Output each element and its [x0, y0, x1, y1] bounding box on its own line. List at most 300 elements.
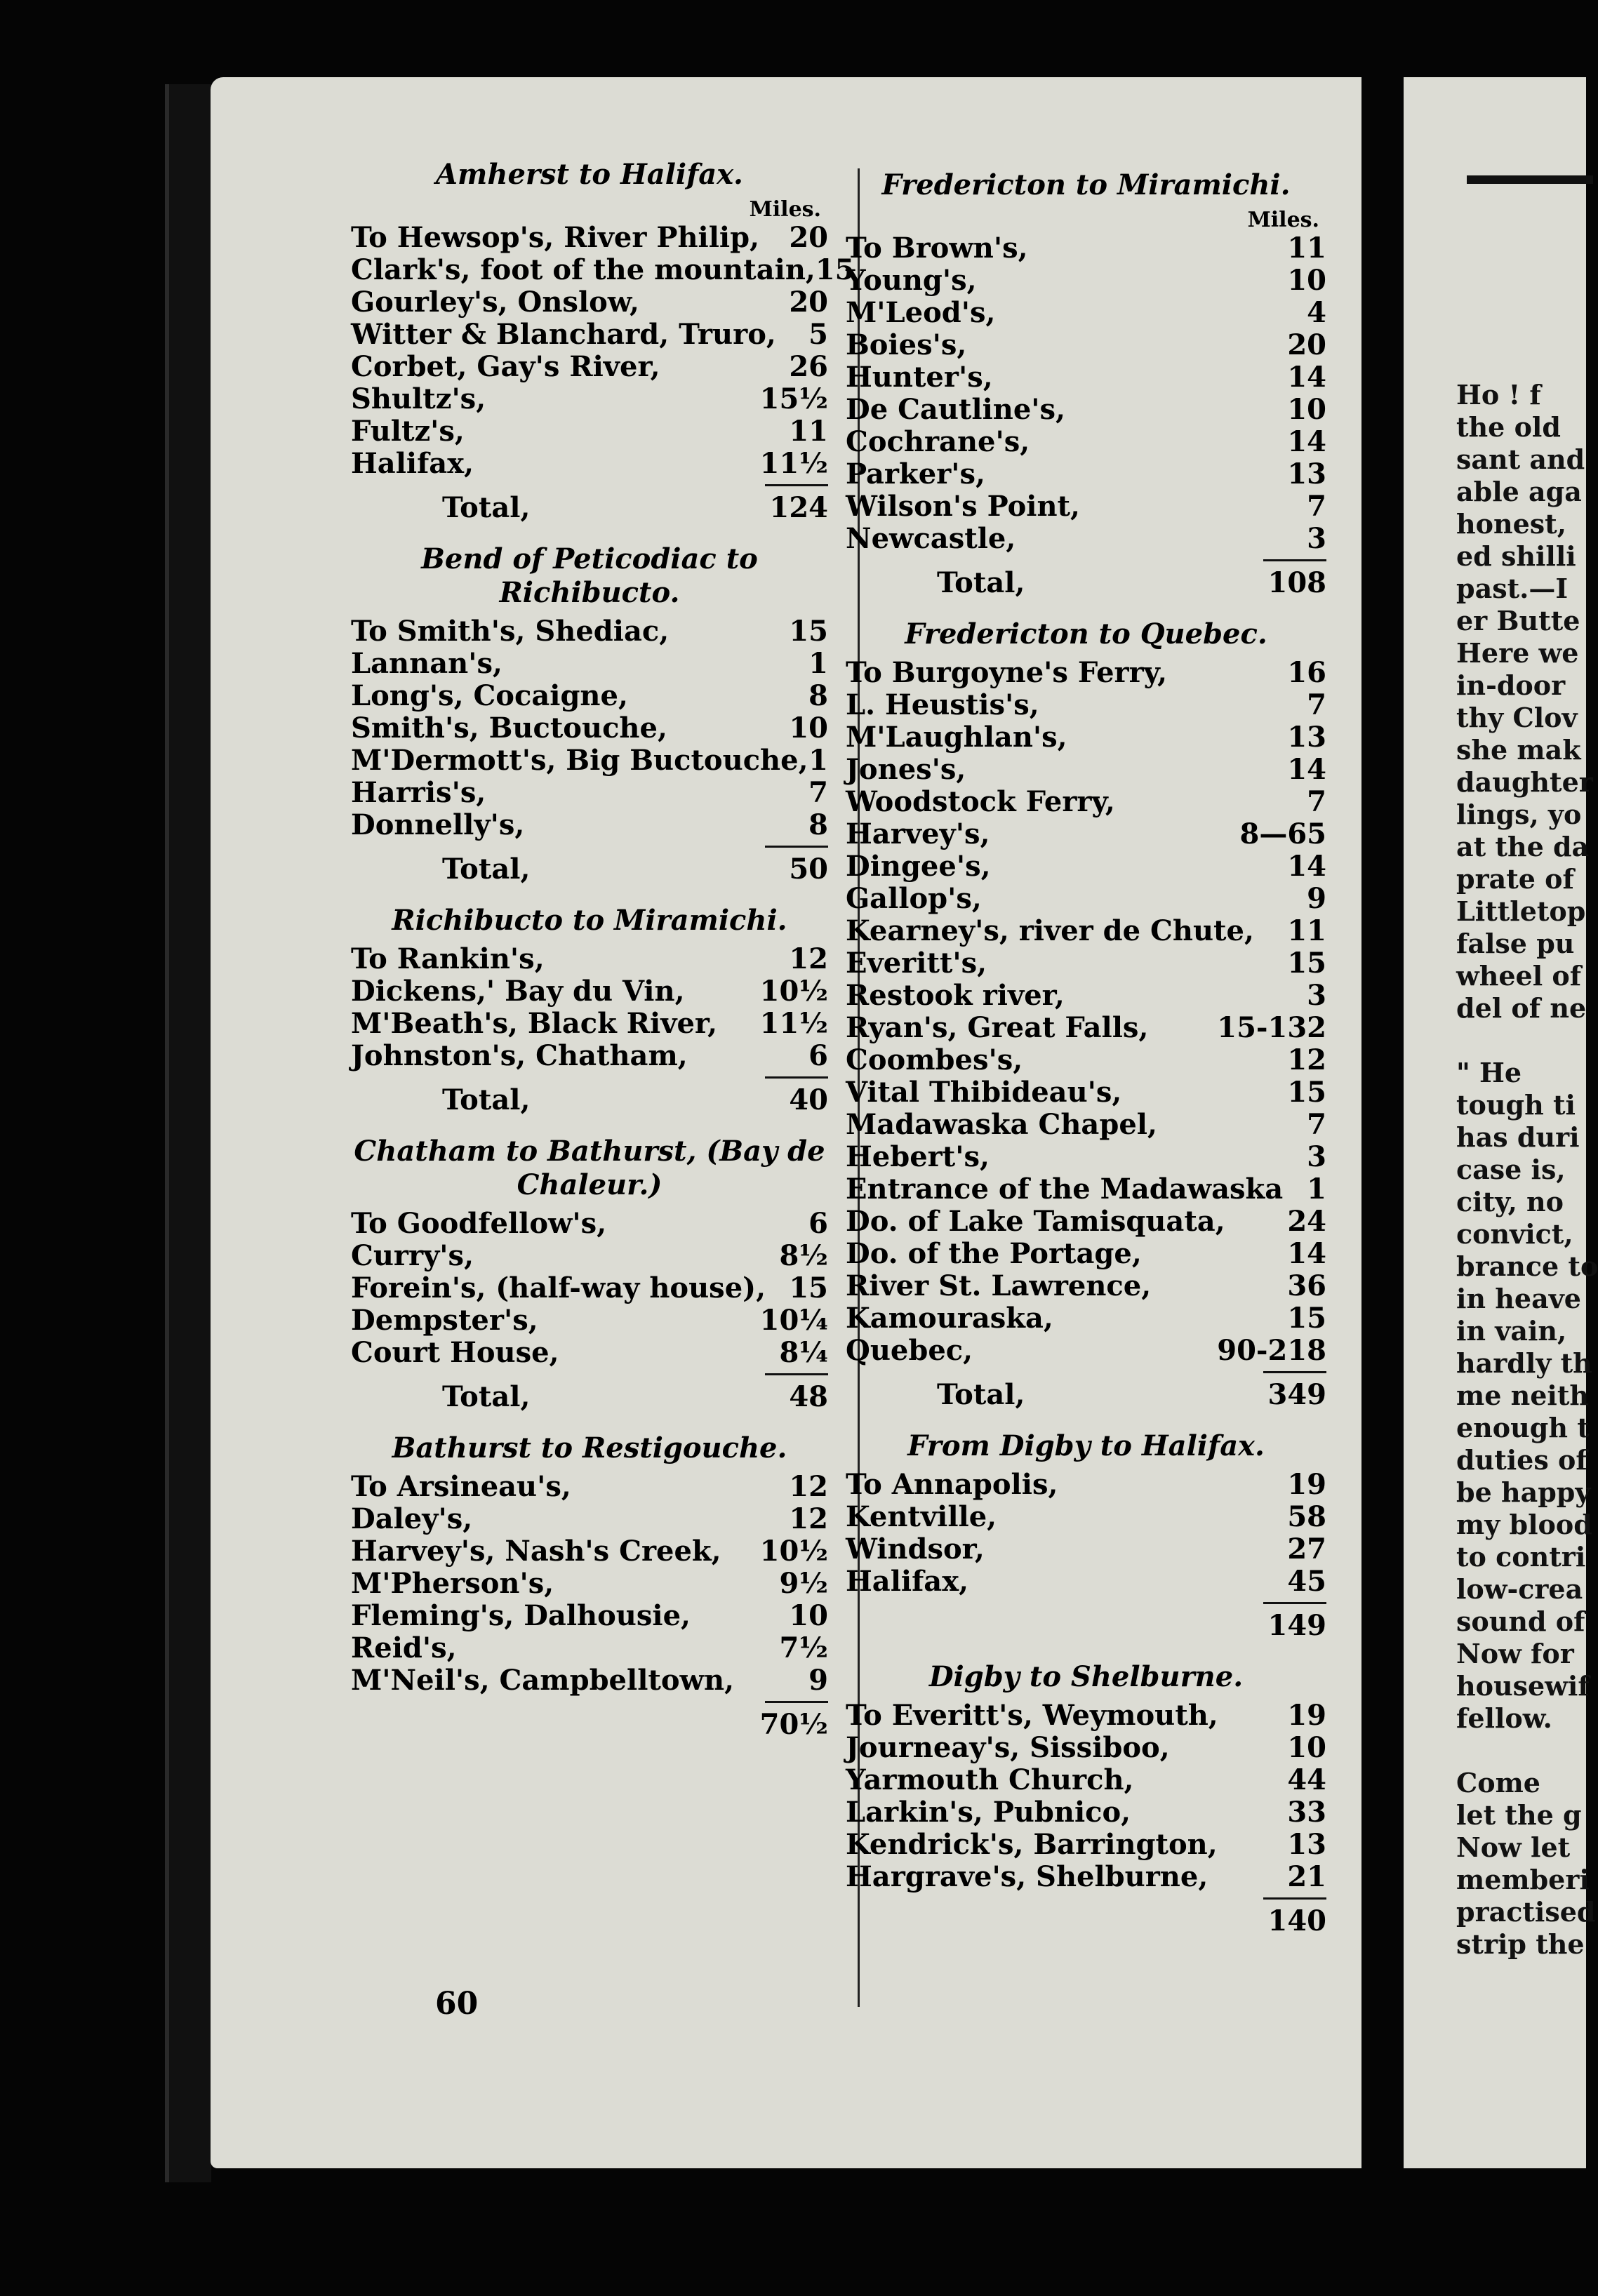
total-value: 50 — [789, 853, 828, 886]
miles-value: 14 — [1287, 425, 1326, 458]
facing-page-line: sant and — [1456, 443, 1585, 475]
route-row — [351, 648, 828, 680]
place-name: Long's, Cocaigne, — [351, 679, 628, 712]
facing-page-line: Now for — [1456, 1638, 1574, 1669]
place-name: Ryan's, Great Falls, — [846, 1011, 1149, 1044]
miles-value: 14 — [1287, 361, 1326, 394]
route-row — [846, 1238, 1326, 1270]
facing-page-line: practised — [1456, 1896, 1596, 1928]
miles-value: 21 — [1287, 1860, 1326, 1893]
miles-value: 10¼ — [759, 1304, 828, 1337]
facing-page-line: past.—I — [1456, 573, 1569, 604]
miles-value: 10 — [789, 712, 828, 745]
miles-value: 13 — [1287, 458, 1326, 490]
miles-value: 15 — [1287, 1302, 1326, 1335]
place-name: Johnston's, Chatham, — [351, 1039, 688, 1072]
total-rule — [765, 846, 828, 848]
place-name: Madawaska Chapel, — [846, 1108, 1157, 1141]
miles-value: 14 — [1287, 753, 1326, 786]
miles-header: Miles. — [749, 197, 821, 222]
miles-value: 10 — [1287, 1731, 1326, 1764]
route-row — [351, 448, 828, 480]
place-name: Clark's, foot of the mountain, — [351, 253, 815, 286]
place-name: Young's, — [846, 264, 977, 297]
route-row — [846, 458, 1326, 490]
facing-page-line: daughter — [1456, 766, 1593, 798]
route-row — [846, 850, 1326, 883]
miles-value: 5 — [808, 318, 828, 351]
place-name: De Cautline's, — [846, 393, 1065, 426]
place-name: Do. of the Portage, — [846, 1237, 1142, 1270]
total-row — [351, 1083, 828, 1118]
route-title: Digby to Shelburne. — [928, 1660, 1244, 1693]
miles-value: 44 — [1287, 1763, 1326, 1796]
facing-page-line: brance to — [1456, 1250, 1598, 1282]
route-row — [846, 657, 1326, 689]
facing-page-line: able aga — [1456, 476, 1582, 507]
place-name: Jones's, — [846, 753, 966, 786]
route-row — [846, 232, 1326, 265]
place-name: To Annapolis, — [846, 1468, 1058, 1501]
facing-page-line: Littletop — [1456, 895, 1586, 927]
facing-page-line: thy Clov — [1456, 702, 1578, 733]
total-value: 40 — [789, 1083, 828, 1116]
left-column — [351, 158, 855, 1742]
facing-page-line: has duri — [1456, 1121, 1580, 1153]
facing-page-line: in-door — [1456, 669, 1566, 701]
miles-value: 3 — [1307, 1140, 1326, 1173]
route-section — [351, 904, 828, 1118]
miles-value: 7 — [1307, 1108, 1326, 1141]
facing-page-line: tough ti — [1456, 1089, 1576, 1121]
miles-value: 13 — [1287, 1828, 1326, 1861]
place-name: Hargrave's, Shelburne, — [846, 1860, 1209, 1893]
miles-value: 15 — [815, 253, 855, 286]
miles-value: 11½ — [759, 447, 828, 480]
route-title: From Digby to Halifax. — [907, 1429, 1265, 1462]
route-row — [846, 361, 1326, 394]
miles-value: 16 — [1287, 656, 1326, 689]
place-name: Dickens,' Bay du Vin, — [351, 975, 685, 1008]
route-row — [351, 383, 828, 415]
miles-value: 15 — [789, 1272, 828, 1304]
route-row — [846, 426, 1326, 458]
miles-value: 7 — [1307, 490, 1326, 523]
place-name: Quebec, — [846, 1334, 973, 1367]
facing-page-line: enough t — [1456, 1412, 1590, 1443]
route-section — [846, 1429, 1326, 1643]
miles-value: 11 — [789, 415, 828, 448]
route-section — [846, 1660, 1326, 1939]
route-row — [846, 1829, 1326, 1861]
place-name: Boies's, — [846, 328, 967, 361]
route-row — [846, 1044, 1326, 1076]
section-gap — [351, 887, 828, 904]
total-row — [351, 852, 828, 887]
miles-value: 15 — [1287, 947, 1326, 980]
place-name: To Rankin's, — [351, 942, 545, 975]
miles-value: 6 — [808, 1207, 828, 1240]
facing-page-line: false pu — [1456, 928, 1575, 959]
facing-page-line: " He — [1456, 1057, 1522, 1088]
route-row — [846, 1012, 1326, 1044]
place-name: Woodstock Ferry, — [846, 785, 1115, 818]
facing-page-line: wheel of — [1456, 960, 1582, 992]
miles-value: 58 — [1287, 1500, 1326, 1533]
place-name: Entrance of the Madawaska — [846, 1173, 1284, 1206]
miles-value: 7½ — [779, 1631, 828, 1664]
section-gap — [351, 1118, 828, 1135]
facing-page-line: er Butte — [1456, 605, 1580, 636]
route-row — [351, 1503, 828, 1535]
facing-page-line: me neith — [1456, 1380, 1590, 1411]
miles-value: 9 — [808, 1664, 828, 1697]
route-row — [846, 1764, 1326, 1796]
route-section — [351, 1431, 828, 1742]
miles-value: 20 — [789, 221, 828, 254]
place-name: Wilson's Point, — [846, 490, 1080, 523]
place-name: M'Dermott's, Big Buctouche, — [351, 744, 808, 777]
facing-page-line: housewif — [1456, 1670, 1590, 1702]
route-row — [846, 265, 1326, 297]
miles-value: 90-218 — [1217, 1334, 1326, 1367]
facing-page-line: lings, yo — [1456, 799, 1582, 830]
route-row — [351, 1632, 828, 1664]
miles-value: 9½ — [779, 1567, 828, 1600]
total-rule — [765, 1076, 828, 1079]
facing-page-line: low-crea — [1456, 1573, 1583, 1605]
route-row — [351, 286, 828, 319]
place-name: Kamouraska, — [846, 1302, 1053, 1335]
facing-page-line — [1456, 1024, 1598, 1057]
miles-value: 1 — [1307, 1173, 1326, 1206]
total-value: 70½ — [759, 1708, 828, 1741]
miles-value: 14 — [1287, 850, 1326, 883]
route-row — [351, 680, 828, 712]
miles-header: Miles. — [1247, 208, 1319, 232]
facing-page-line: to contri — [1456, 1541, 1586, 1573]
miles-value: 12 — [789, 1470, 828, 1503]
route-row — [846, 1141, 1326, 1173]
total-value: 108 — [1267, 566, 1326, 599]
place-name: To Burgoyne's Ferry, — [846, 656, 1168, 689]
miles-value: 15½ — [759, 382, 828, 415]
route-row — [351, 615, 828, 648]
total-rule — [1263, 559, 1326, 561]
place-name: L. Heustis's, — [846, 688, 1039, 721]
route-row — [846, 1700, 1326, 1732]
total-rule — [1263, 1602, 1326, 1604]
place-name: Restook river, — [846, 979, 1065, 1012]
facing-page-line: let the g — [1456, 1799, 1582, 1831]
miles-value: 19 — [1287, 1468, 1326, 1501]
miles-value: 10 — [1287, 393, 1326, 426]
route-row — [351, 975, 828, 1008]
route-title: Amherst to Halifax. — [436, 158, 743, 191]
place-name: Shultz's, — [351, 382, 486, 415]
total-value: 349 — [1267, 1378, 1326, 1411]
facing-page-line: at the da — [1456, 831, 1590, 862]
total-label — [351, 1707, 442, 1742]
place-name: Harvey's, — [846, 817, 990, 850]
facing-page-line: Here we — [1456, 637, 1579, 669]
miles-value: 8½ — [779, 1239, 828, 1272]
place-name: Forein's, (half-way house), — [351, 1272, 766, 1304]
place-name: Lannan's, — [351, 647, 502, 680]
place-name: Reid's, — [351, 1631, 457, 1664]
route-row — [846, 394, 1326, 426]
route-title: Bathurst to Restigouche. — [392, 1431, 787, 1464]
place-name: Fleming's, Dalhousie, — [351, 1599, 691, 1632]
miles-value: 12 — [789, 1502, 828, 1535]
route-row — [351, 1337, 828, 1369]
place-name: Donnelly's, — [351, 808, 525, 841]
total-label: Total, — [442, 1083, 531, 1116]
facing-page-line: my blood — [1456, 1509, 1592, 1540]
route-row — [351, 1040, 828, 1072]
route-section — [846, 618, 1326, 1413]
miles-value: 12 — [789, 942, 828, 975]
place-name: Halifax, — [846, 1565, 968, 1598]
total-rule — [765, 1373, 828, 1375]
total-label — [846, 1608, 937, 1643]
miles-value: 7 — [1307, 688, 1326, 721]
place-name: Yarmouth Church, — [846, 1763, 1134, 1796]
miles-value: 11½ — [759, 1007, 828, 1040]
route-row — [846, 490, 1326, 523]
section-gap — [351, 1415, 828, 1431]
route-row — [846, 689, 1326, 721]
facing-page-line: Come — [1456, 1767, 1540, 1798]
route-title: Richibucto to Miramichi. — [392, 904, 787, 937]
route-row — [351, 222, 828, 254]
total-rule — [1263, 1897, 1326, 1900]
route-row — [351, 712, 828, 745]
route-row — [846, 754, 1326, 786]
place-name: Parker's, — [846, 458, 985, 490]
total-label: Total, — [442, 853, 531, 886]
right-column — [846, 168, 1326, 1939]
facing-page-text — [1456, 379, 1598, 1961]
miles-value: 6 — [808, 1039, 828, 1072]
route-title: Bend of Peticodiac to Richibucto. — [421, 542, 758, 609]
miles-value: 3 — [1307, 979, 1326, 1012]
place-name: To Everitt's, Weymouth, — [846, 1699, 1218, 1732]
miles-value: 45 — [1287, 1565, 1326, 1598]
place-name: M'Pherson's, — [351, 1567, 554, 1600]
place-name: Fultz's, — [351, 415, 465, 448]
miles-value: 7 — [808, 776, 828, 809]
facing-page-line: fellow. — [1456, 1702, 1552, 1734]
book-spine — [165, 84, 211, 2182]
route-row — [846, 1335, 1326, 1367]
place-name: Journeay's, Sissiboo, — [846, 1731, 1170, 1764]
route-row — [846, 1302, 1326, 1335]
place-name: To Hewsop's, River Philip, — [351, 221, 760, 254]
route-row — [846, 1469, 1326, 1501]
route-row — [351, 745, 828, 777]
miles-value: 7 — [1307, 785, 1326, 818]
route-row — [846, 297, 1326, 329]
route-section — [846, 168, 1326, 601]
miles-value: 11 — [1287, 232, 1326, 265]
miles-value: 8—65 — [1239, 817, 1326, 850]
route-row — [846, 1206, 1326, 1238]
place-name: Harvey's, Nash's Creek, — [351, 1535, 721, 1568]
facing-page-line: she mak — [1456, 734, 1581, 766]
route-row — [351, 809, 828, 841]
place-name: Vital Thibideau's, — [846, 1076, 1122, 1109]
route-section — [351, 158, 855, 526]
route-row — [846, 1173, 1326, 1206]
place-name: Newcastle, — [846, 522, 1016, 555]
miles-value: 11 — [1287, 914, 1326, 947]
place-name: Daley's, — [351, 1502, 473, 1535]
route-row — [846, 786, 1326, 818]
facing-page-rule — [1467, 175, 1593, 184]
place-name: Coombes's, — [846, 1043, 1023, 1076]
total-label: Total, — [442, 491, 531, 524]
section-gap — [351, 526, 828, 542]
place-name: Harris's, — [351, 776, 486, 809]
place-name: Larkin's, Pubnico, — [846, 1796, 1131, 1829]
place-name: M'Leod's, — [846, 296, 996, 329]
place-name: To Arsineau's, — [351, 1470, 571, 1503]
route-row — [846, 1861, 1326, 1893]
route-section — [351, 1135, 828, 1415]
miles-value: 4 — [1307, 296, 1326, 329]
total-rule — [765, 1701, 828, 1703]
facing-page-line: hardly th — [1456, 1347, 1592, 1379]
facing-page-line: Now let — [1456, 1831, 1571, 1863]
miles-value: 24 — [1287, 1205, 1326, 1238]
miles-value: 15 — [789, 615, 828, 648]
miles-value: 10½ — [759, 975, 828, 1008]
facing-page-line: ed shilli — [1456, 540, 1576, 572]
total-rule — [1263, 1371, 1326, 1373]
place-name: Court House, — [351, 1336, 559, 1369]
route-title: Chatham to Bathurst, (Bay de Chaleur.) — [354, 1135, 825, 1201]
route-row — [351, 1304, 828, 1337]
place-name: Hebert's, — [846, 1140, 990, 1173]
miles-value: 10 — [789, 1599, 828, 1632]
section-gap — [846, 1413, 1326, 1429]
miles-value: 10 — [1287, 264, 1326, 297]
route-row — [846, 883, 1326, 915]
route-row — [351, 319, 828, 351]
place-name: M'Laughlan's, — [846, 721, 1067, 754]
facing-page-line: prate of — [1456, 863, 1574, 895]
miles-value: 26 — [789, 350, 828, 383]
route-title: Fredericton to Quebec. — [905, 618, 1267, 650]
place-name: M'Neil's, Campbelltown, — [351, 1664, 734, 1697]
route-row — [846, 329, 1326, 361]
route-row — [351, 943, 828, 975]
facing-page-line: memberi — [1456, 1864, 1590, 1895]
facing-page-line: in heave — [1456, 1283, 1581, 1314]
place-name: Halifax, — [351, 447, 474, 480]
place-name: Everitt's, — [846, 947, 987, 980]
facing-page-line — [1456, 1735, 1598, 1767]
route-row — [846, 980, 1326, 1012]
miles-value: 20 — [789, 286, 828, 319]
route-row — [846, 1533, 1326, 1566]
facing-page-line: Ho ! f — [1456, 379, 1541, 411]
place-name: M'Beath's, Black River, — [351, 1007, 718, 1040]
total-label: Total, — [442, 1380, 531, 1413]
total-value: 48 — [789, 1380, 828, 1413]
total-row — [351, 1380, 828, 1415]
place-name: Kentville, — [846, 1500, 997, 1533]
place-name: Smith's, Buctouche, — [351, 712, 667, 745]
place-name: Corbet, Gay's River, — [351, 350, 660, 383]
route-row — [846, 818, 1326, 850]
section-gap — [846, 1643, 1326, 1660]
miles-value: 20 — [1287, 328, 1326, 361]
route-row — [351, 1568, 828, 1600]
facing-page-line: strip the — [1456, 1928, 1585, 1960]
route-row — [846, 1076, 1326, 1109]
miles-value: 36 — [1287, 1269, 1326, 1302]
facing-page-line: sound of — [1456, 1606, 1585, 1637]
miles-value: 14 — [1287, 1237, 1326, 1270]
miles-value: 15-132 — [1217, 1011, 1326, 1044]
facing-page-line: convict, — [1456, 1218, 1573, 1250]
place-name: Kearney's, river de Chute, — [846, 914, 1254, 947]
route-row — [351, 1535, 828, 1568]
miles-value: 13 — [1287, 721, 1326, 754]
miles-value: 12 — [1287, 1043, 1326, 1076]
route-row — [846, 1796, 1326, 1829]
route-row — [846, 947, 1326, 980]
route-row — [351, 351, 828, 383]
facing-page-line: honest, — [1456, 508, 1566, 540]
miles-value: 8 — [808, 679, 828, 712]
route-row — [846, 1732, 1326, 1764]
place-name: Dingee's, — [846, 850, 991, 883]
route-row — [351, 1208, 828, 1240]
place-name: River St. Lawrence, — [846, 1269, 1152, 1302]
route-row — [351, 253, 855, 286]
total-row — [351, 1707, 828, 1742]
miles-value: 33 — [1287, 1796, 1326, 1829]
route-row — [846, 915, 1326, 947]
route-row — [351, 777, 828, 809]
total-row — [846, 1377, 1326, 1413]
total-rule — [765, 484, 828, 486]
facing-page-line: duties of — [1456, 1444, 1587, 1476]
total-value: 140 — [1267, 1904, 1326, 1937]
route-row — [351, 1664, 828, 1697]
route-row — [351, 1471, 828, 1503]
miles-value: 8 — [808, 808, 828, 841]
facing-page-line: city, no — [1456, 1186, 1564, 1217]
route-row — [846, 1566, 1326, 1598]
route-row — [846, 523, 1326, 555]
place-name: To Brown's, — [846, 232, 1028, 265]
place-name: Gourley's, Onslow, — [351, 286, 639, 319]
page-number: 60 — [435, 1986, 479, 2022]
miles-value: 1 — [808, 744, 828, 777]
miles-value: 15 — [1287, 1076, 1326, 1109]
route-row — [351, 1272, 828, 1304]
total-row — [351, 490, 828, 526]
facing-page-line: del of ne — [1456, 992, 1587, 1024]
section-gap — [846, 601, 1326, 618]
facing-page-line: in vain, — [1456, 1315, 1567, 1347]
total-value: 124 — [769, 491, 828, 524]
place-name: Windsor, — [846, 1533, 985, 1566]
